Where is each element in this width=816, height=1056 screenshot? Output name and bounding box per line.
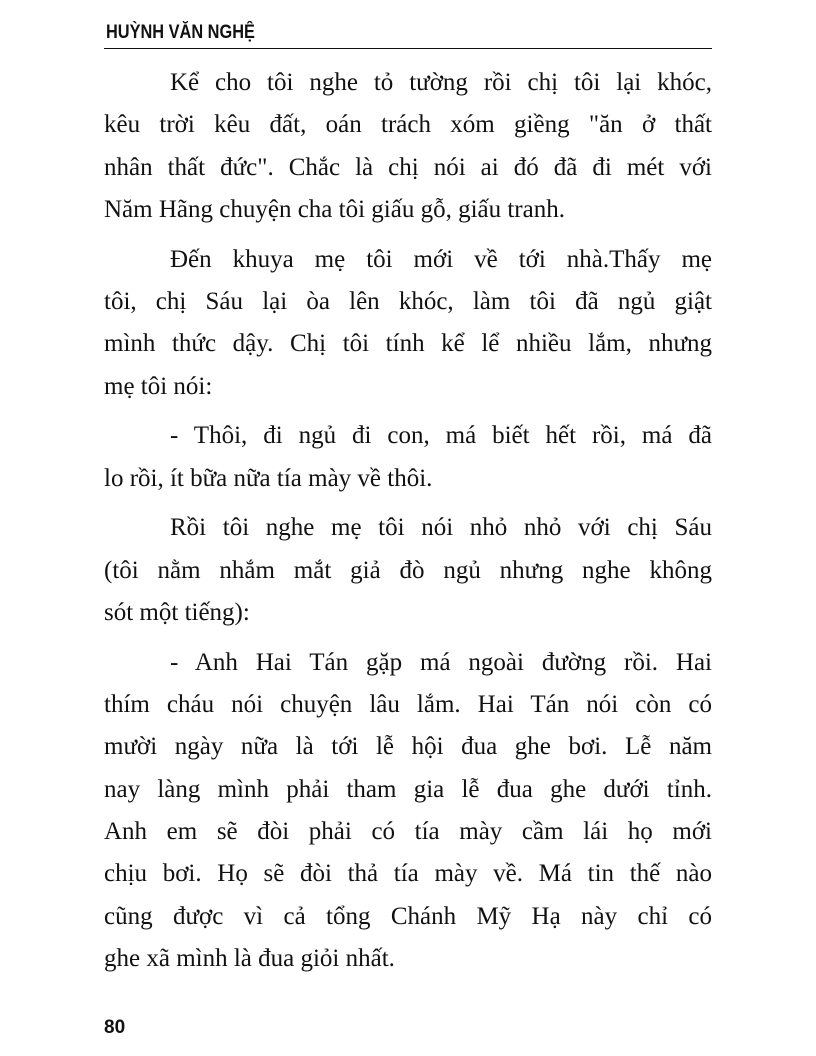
text-line: mười ngày nữa là tới lễ hội đua ghe bơi. Lễ năm — [104, 733, 712, 761]
text-line: Anh em sẽ đòi phải có tía mày cầm lái họ mới — [104, 818, 712, 846]
text-line: Năm Hãng chuyện cha tôi giấu gỗ, giấu tranh. — [104, 195, 565, 223]
body-text — [104, 62, 712, 988]
text-line: nay làng mình phải tham gia lễ đua ghe dưới tỉnh. — [104, 775, 712, 803]
text-line: ghe xã mình là đua giỏi nhất. — [104, 944, 395, 972]
text-line: Kể cho tôi nghe tỏ tường rồi chị tôi lại khóc, — [170, 69, 712, 96]
text-line: kêu trời kêu đất, oán trách xóm giềng "ăn ở thất — [104, 111, 712, 139]
text-line: (tôi nằm nhắm mắt giả đò ngủ nhưng nghe không — [104, 556, 712, 584]
paragraph-3 — [104, 415, 712, 500]
text-line: tôi, chị Sáu lại òa lên khóc, làm tôi đã ngủ giật — [104, 287, 712, 315]
text-line: sót một tiếng): — [104, 599, 250, 627]
text-line: nhân thất đức". Chắc là chị nói ai đó đã đi mét với — [104, 153, 712, 181]
text-line: lo rồi, ít bữa nữa tía mày về thôi. — [104, 464, 433, 492]
page-number: 80 — [104, 1017, 126, 1038]
text-line: Đến khuya mẹ tôi mới về tới nhà.Thấy mẹ — [170, 245, 712, 273]
text-line: mình thức dậy. Chị tôi tính kể lể nhiều lắm, nhưng — [104, 330, 712, 358]
text-line: Rồi tôi nghe mẹ tôi nói nhỏ nhỏ với chị Sáu — [170, 514, 712, 542]
text-line: cũng được vì cả tổng Chánh Mỹ Hạ này chỉ có — [104, 902, 712, 930]
text-line: thím cháu nói chuyện lâu lắm. Hai Tán nói còn có — [104, 691, 712, 719]
text-line: mẹ tôi nói: — [104, 372, 213, 400]
paragraph-4 — [104, 507, 712, 634]
header-rule — [104, 48, 712, 49]
running-header-title: HUỲNH VĂN NGHỆ — [106, 22, 255, 43]
text-line: - Anh Hai Tán gặp má ngoài đường rồi. Hai — [170, 648, 712, 676]
paragraph-5 — [104, 642, 712, 980]
paragraph-2 — [104, 239, 712, 408]
paragraph-1 — [104, 62, 712, 231]
text-line: chịu bơi. Họ sẽ đòi thả tía mày về. Má tin thế nào — [104, 860, 712, 888]
text-line: - Thôi, đi ngủ đi con, má biết hết rồi, má đã — [170, 422, 712, 450]
